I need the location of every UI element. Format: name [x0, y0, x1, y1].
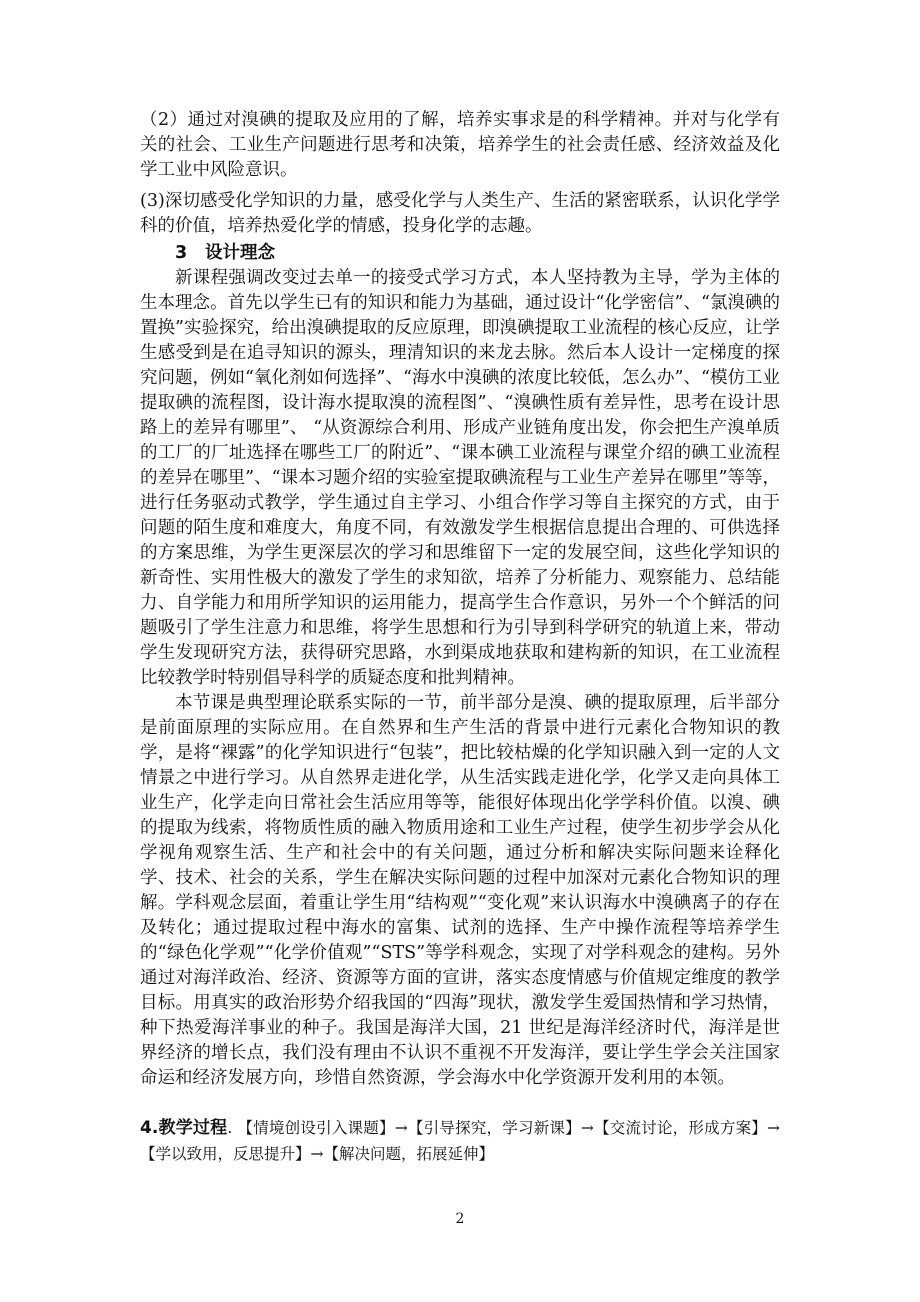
- section-title: 设计理念: [205, 243, 275, 263]
- teaching-process: [140, 1115, 780, 1167]
- teaching-process-label: 4.教学过程: [140, 1118, 228, 1138]
- design-paragraph-2: 本节课是典型理论联系实际的一节，前半部分是溴、碘的提取原理，后半部分是前面原理的实际应用。在自然界和生产生活的背景中进行元素化合物知识的教学，是将“裸露”的化学知识进行“包装”，把比较枯燥的化学知识融入到一定的人文情景之中进行学习。从自然界走进化学，从生活实践走进化学，化学又走向具体工业生产，化学走向日常社会生活应用等等，能很好体现出化学学科价值。以溴、碘的提取为线索，将物质性质的融入物质用途和工业生产过程，使学生初步学会从化学视角观察生活、生产和社会中的有关问题，通过分析和解决实际问题来诠释化学、技术、社会的关系，学生在解决实际问题的过程中加深对元素化合物知识的理解。学科观念层面，着重让学生用“结构观”“变化观”来认识海水中溴碘离子的存在及转化；通过提取过程中海水的富集、试剂的选择、生产中操作流程等培养学生的“绿色化学观”“化学价值观”“STS”等学科观念，实现了对学科观念的建构。另外通过对海洋政治、经济、资源等方面的宣讲，落实态度情感与价值规定维度的教学目标。用真实的政治形势介绍我国的“四海”现状，激发学生爱国热情和学习热情，种下热爱海洋事业的种子。我国是海洋大国，21 世纪是海洋经济时代，海洋是世界经济的增长点，我们没有理由不认识不重视不开发海洋，要让学生学会关注国家命运和经济发展方向，珍惜自然资源，学会海水中化学资源开发利用的本领。: [140, 693, 780, 1088]
- section-number: 3: [175, 243, 188, 263]
- objective-item-3: (3)深切感受化学知识的力量，感受化学与人类生产、生活的紧密联系，认识化学学科的价值，培养热爱化学的情感，投身化学的志趣。: [140, 191, 780, 236]
- document-body: [140, 108, 780, 1167]
- teaching-process-flow: 【情境创设引入课题】→【引导探究，学习新课】→【交流讨论，形成方案】→【学以致用，反思提升】→【解决问题，拓展延伸】: [140, 1119, 780, 1163]
- objective-item-2: （2）通过对溴碘的提取及应用的了解，培养实事求是的科学精神。并对与化学有关的社会、工业生产问题进行思考和决策，培养学生的社会责任感、经济效益及化学工业中风险意识。: [140, 110, 780, 180]
- section-heading-3: [140, 241, 780, 266]
- design-paragraph-1: 新课程强调改变过去单一的接受式学习方式，本人坚持教为主导，学为主体的生本理念。首先以学生已有的知识和能力为基础，通过设计“化学密信”、“氯溴碘的置换”实验探究，给出溴碘提取的反应原理，即溴碘提取工业流程的核心反应，让学生感受到是在追寻知识的源头，理清知识的来龙去脉。然后本人设计一定梯度的探究问题，例如“氧化剂如何选择”、“海水中溴碘的浓度比较低，怎么办”、“模仿工业提取碘的流程图，设计海水提取溴的流程图”、“溴碘性质有差异性，思考在设计思路上的差异有哪里”、 “从资源综合利用、形成产业链角度出发，你会把生产溴单质的工厂的厂址选择在哪些工厂的附近”、“课本碘工业流程与课堂介绍的碘工业流程的差异在哪里”、“课本习题介绍的实验室提取碘流程与工业生产差异在哪里”等等，进行任务驱动式教学，学生通过自主学习、小组合作学习等自主探究的方式，由于问题的陌生度和难度大，角度不同，有效激发学生根据信息提出合理的、可供选择的方案思维，为学生更深层次的学习和思维留下一定的发展空间，这些化学知识的新奇性、实用性极大的激发了学生的求知欲，培养了分析能力、观察能力、总结能力、自学能力和用所学知识的运用能力，提高学生合作意识，另外一个个鲜活的问题吸引了学生注意力和思维，将学生思想和行为引导到科学研究的轨道上来，带动学生发现研究方法，获得研究思路，水到渠成地获取和建构新的知识，在工业流程比较教学时特别倡导科学的质疑态度和批判精神。: [140, 268, 780, 688]
- teaching-process-separator: .: [227, 1119, 233, 1137]
- page-number: 2: [455, 1211, 465, 1227]
